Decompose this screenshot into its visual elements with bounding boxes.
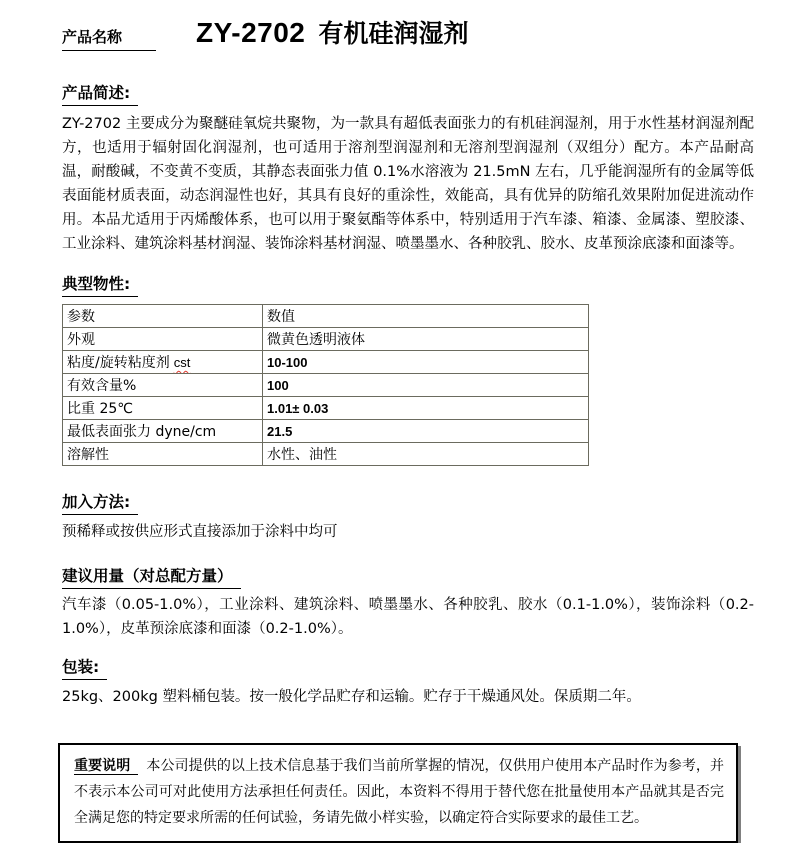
param-text: 粘度/旋转粘度剂 <box>67 355 170 371</box>
param-cell: 有效含量% <box>63 374 263 397</box>
section-heading-properties: 典型物性: <box>62 272 138 297</box>
packaging-text: 25kg、200kg 塑料桶包装。按一般化学品贮存和运输。贮存于干燥通风处。保质期二年。 <box>62 689 641 705</box>
addition-text: 预稀释或按供应形式直接添加于涂料中均可 <box>62 524 338 540</box>
spellchecked-word: cst <box>173 355 191 370</box>
table-row <box>63 328 589 351</box>
section-properties <box>62 256 750 466</box>
value-cell: 1.01± 0.03 <box>263 397 589 420</box>
param-cell: 比重 25℃ <box>63 397 263 420</box>
important-notice-box <box>58 743 738 843</box>
table-row <box>63 443 589 466</box>
notice-label: 重要说明 <box>74 758 138 775</box>
section-dosage <box>62 544 754 641</box>
table-header-param: 参数 <box>63 305 263 328</box>
param-cell: 最低表面张力 dyne/cm <box>63 420 263 443</box>
param-cell: 溶解性 <box>63 443 263 466</box>
section-addition <box>62 466 750 544</box>
table-header-value: 数值 <box>263 305 589 328</box>
value-cell: 10-100 <box>263 351 589 374</box>
table-row <box>63 351 589 374</box>
table-header-row <box>63 305 589 328</box>
table-row <box>63 420 589 443</box>
table-row <box>63 374 589 397</box>
product-code: ZY-2702 <box>196 17 306 48</box>
section-heading-addition: 加入方法: <box>62 490 138 515</box>
notice-text: 本公司提供的以上技术信息基于我们当前所掌握的情况，仅供用户使用本产品时作为参考，并不表示本公司可对此使用方法承担任何责任。因此，本资料不得用于替代您在批量使用本产品就其是否完全满足您的特定要求所需的任何试验，务请先做小样实验，以确定符合实际要求的最佳工艺。 <box>74 758 725 826</box>
page-title <box>196 14 468 50</box>
section-heading-dosage: 建议用量（对总配方量） <box>62 564 241 589</box>
section-heading-packaging: 包装: <box>62 655 107 680</box>
param-cell <box>63 351 263 374</box>
document-header <box>62 14 750 51</box>
section-heading-intro: 产品简述: <box>62 81 138 106</box>
intro-paragraph: ZY-2702 主要成分为聚醚硅氧烷共聚物，为一款具有超低表面张力的有机硅润湿剂，用于水性基材润湿剂配方，也适用于辐射固化润湿剂，也可适用于溶剂型润湿剂和无溶剂型润湿剂（双组分）配方。本产品耐高温，耐酸碱，不变黄不变质，其静态表面张力值 0.1%水溶液为 21.5mN 左右，几乎能润湿所有的金属等低表面能材质表面，动态润湿性也好，其具有良好的重涂性，效能高，具有优异的防缩孔效果附加促进流动作用。本品尤适用于丙烯酸体系，也可以用于聚氨酯等体系中，特别适用于汽车漆、箱漆、金属漆、塑胶漆、工业涂料、建筑涂料基材润湿、装饰涂料基材润湿、喷墨墨水、各种胶乳、胶水、皮革预涂底漆和面漆等。 <box>62 116 754 252</box>
properties-table <box>62 304 589 466</box>
product-title-name: 有机硅润湿剂 <box>318 19 469 48</box>
product-name-label: 产品名称 <box>62 26 156 51</box>
value-cell: 21.5 <box>263 420 589 443</box>
param-cell: 外观 <box>63 328 263 351</box>
dosage-text: 汽车漆（0.05-1.0%），工业涂料、建筑涂料、喷墨墨水、各种胶乳、胶水（0.1-1.0%），装饰涂料（0.2-1.0%），皮革预涂底漆和面漆（0.2-1.0%）。 <box>62 597 754 637</box>
value-cell: 100 <box>263 374 589 397</box>
value-cell: 微黄色透明液体 <box>263 328 589 351</box>
table-row <box>63 397 589 420</box>
section-packaging <box>62 641 750 709</box>
value-cell: 水性、油性 <box>263 443 589 466</box>
section-intro <box>62 51 754 256</box>
